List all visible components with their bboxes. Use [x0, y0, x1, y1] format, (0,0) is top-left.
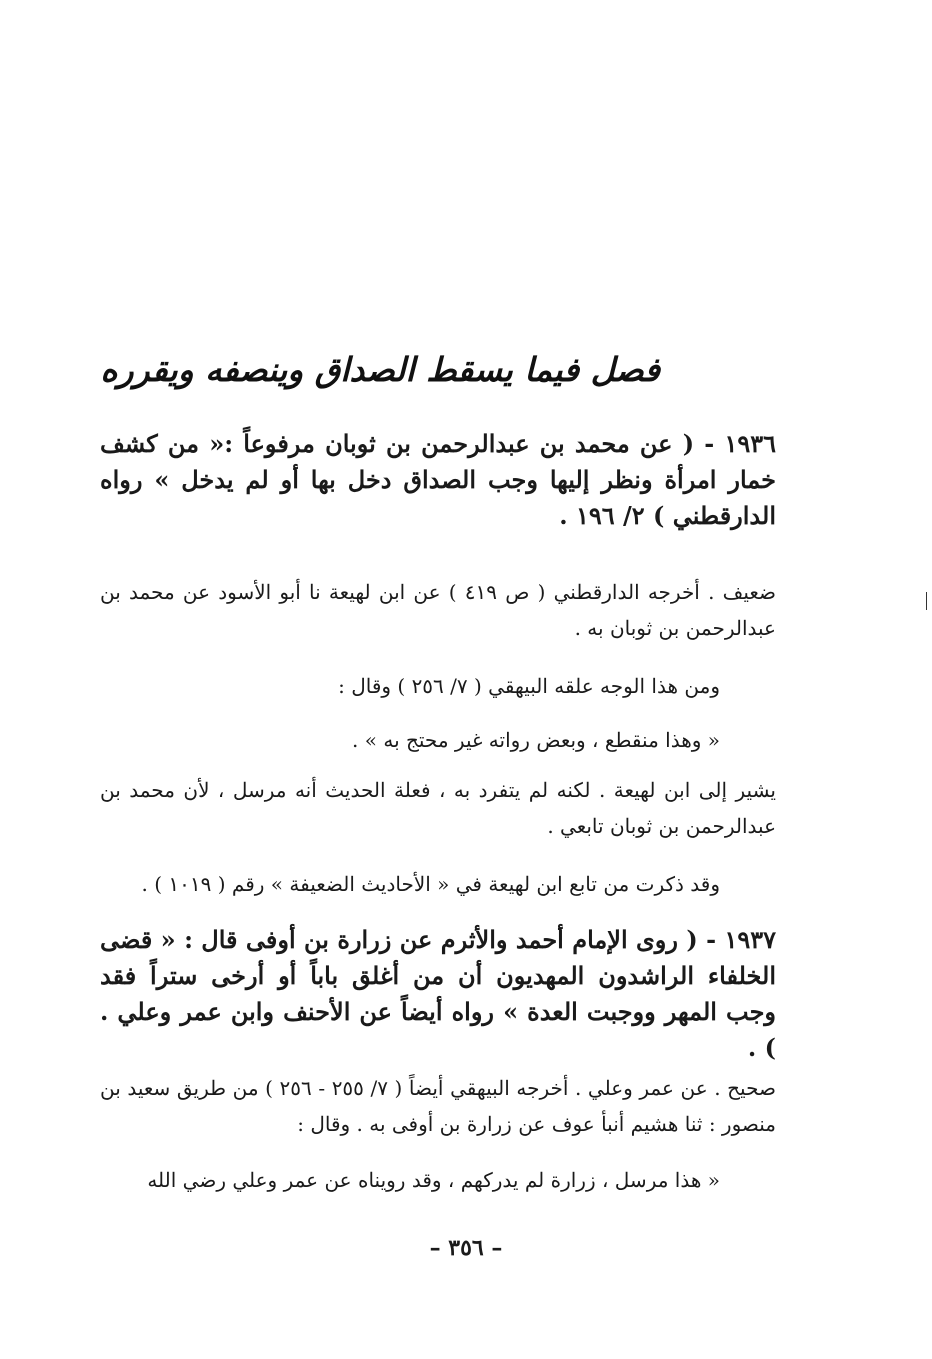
margin-mark — [926, 592, 927, 610]
commentary-1936-bayhaqi: ومن هذا الوجه علقه البيهقي ( ٧/ ٢٥٦ ) وقال : — [338, 674, 720, 698]
commentary-1936-explanation: يشير إلى ابن لهيعة . لكنه لم يتفرد به ، فعلة الحديث أنه مرسل ، لأن محمد بن عبدالرحمن بن ثوبان تابعي . — [100, 778, 776, 838]
commentary-1937-quote: « هذا مرسل ، زرارة لم يدركهم ، وقد رويناه عن عمر وعلي رضي الله — [147, 1168, 720, 1192]
hadith-1937: ١٩٣٧ - ( روى الإمام أحمد والأثرم عن زرارة بن أوفى قال : « قضى الخلفاء الراشدون المهديون أن من أغلق باباً أو أرخى ستراً فقد وجب المهر ووجبت العدة » رواه أيضاً عن الأحنف وابن عمر وعلي . ) . — [100, 925, 776, 1062]
commentary-1936-quote: « وهذا منقطع ، وبعض رواته غير محتج به » . — [352, 728, 720, 752]
page-number: – ٣٥٦ – — [429, 1235, 503, 1261]
commentary-1936-grading: ضعيف . أخرجه الدارقطني ( ص ٤١٩ ) عن ابن لهيعة نا أبو الأسود عن محمد بن عبدالرحمن بن ثوبان به . — [100, 580, 776, 640]
commentary-1937-grading: صحيح . عن عمر وعلي . أخرجه البيهقي أيضاً ( ٧/ ٢٥٥ - ٢٥٦ ) من طريق سعيد بن منصور : ثنا هشيم أنبأ عوف عن زرارة بن أوفى به . وقال : — [100, 1076, 776, 1136]
hadith-1936: ١٩٣٦ - ( عن محمد بن عبدالرحمن بن ثوبان مرفوعاً :« من كشف خمار امرأة ونظر إليها وجب الصداق دخل بها أو لم يدخل » رواه الدارقطني ) ٢/ ١٩٦ . — [100, 429, 776, 530]
section-heading: فصل فيما يسقط الصداق وينصفه ويقرره — [100, 350, 660, 389]
commentary-1936-reference: وقد ذكرت من تابع ابن لهيعة في « الأحاديث الضعيفة » رقم ( ١٠١٩ ) . — [141, 872, 720, 896]
